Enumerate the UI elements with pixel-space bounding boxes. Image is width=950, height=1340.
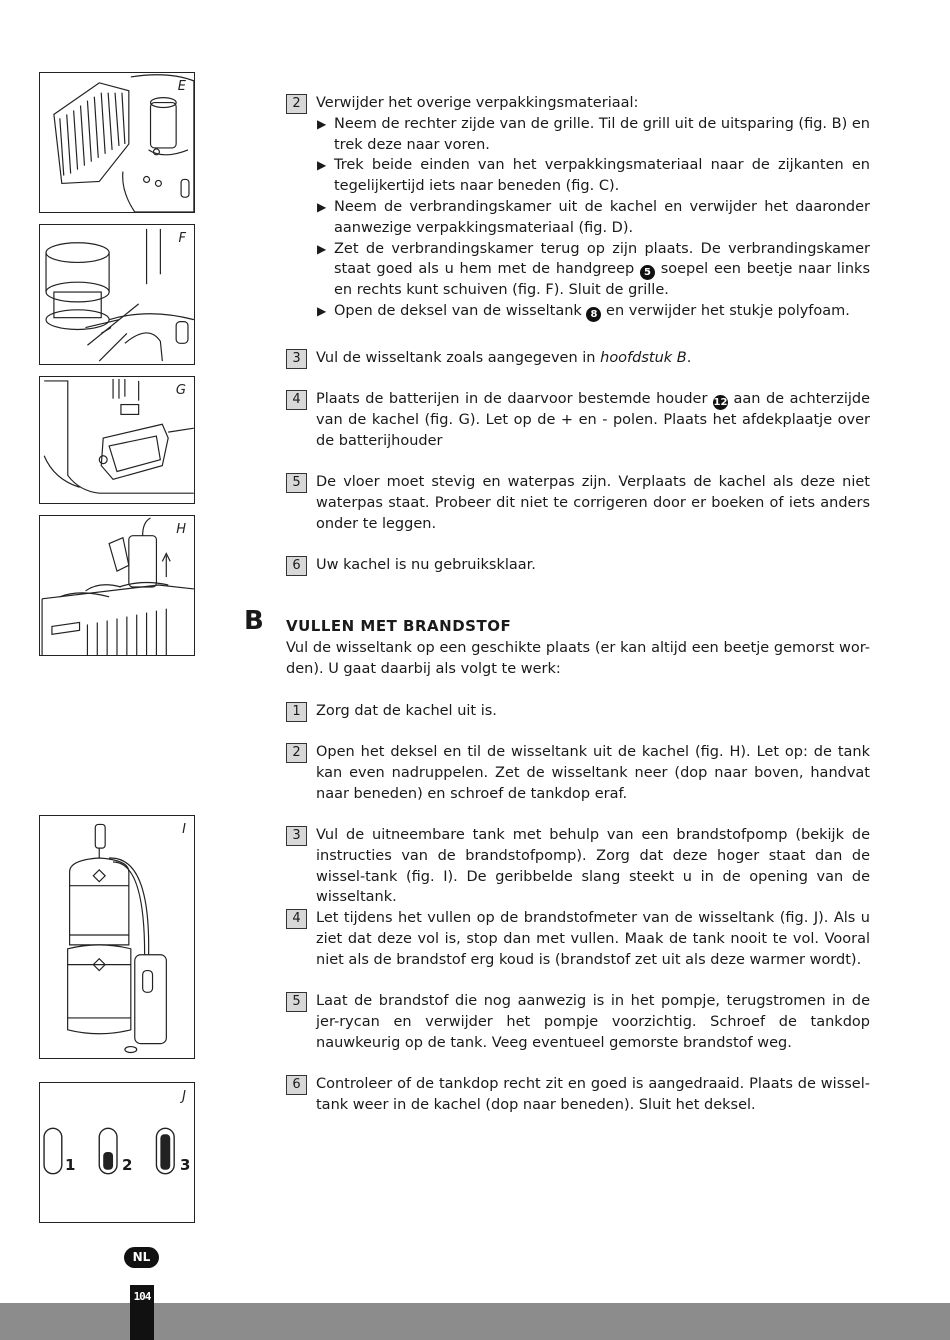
step-2-packaging xyxy=(286,93,870,322)
figure-h-illustration xyxy=(40,516,194,655)
figure-h-label: H xyxy=(176,522,186,537)
step-number: 6 xyxy=(286,556,307,576)
fuel-level-3-label: 3 xyxy=(180,1156,191,1174)
step-text: Laat de brandstof die nog aanwezig is in het pompje, terugstromen in de jer-rycan en verwijder het pompje voorzichtig. Schroef de tankdop nauwkeurig op de tank. Veeg eventueel gemorste brandstof weg. xyxy=(316,993,870,1051)
section-title: VULLEN MET BRANDSTOF xyxy=(286,617,512,635)
step-number: 5 xyxy=(286,992,307,1012)
bullet-arrow-icon: ▶ xyxy=(317,158,327,173)
step-number: 4 xyxy=(286,390,307,410)
figure-f-label: F xyxy=(178,231,186,246)
bullet-item xyxy=(317,114,870,156)
step-text: aan de achterzijde van de kachel (fig. G). Let op de + en - polen. Plaats het afdekplaatje over de batterijhouder xyxy=(316,391,871,449)
b-step-6 xyxy=(286,1074,870,1116)
bullet-text: Trek beide einden van het verpakkingsmateriaal naar de zijkanten en tegelijkertijd iets naar beneden (fig. C). xyxy=(334,157,870,195)
step-text: Controleer of de tankdop recht zit en goed is aangedraaid. Plaats de wissel-tank weer in de kachel (dop naar beneden). Sluit het deksel. xyxy=(316,1076,870,1113)
figure-f-illustration xyxy=(40,225,194,364)
chapter-reference: hoofdstuk B xyxy=(600,350,687,366)
step-number: 4 xyxy=(286,909,307,929)
step-text: Plaats de batterijen in de daarvoor bestemde houder xyxy=(316,391,708,407)
step-text: Zorg dat de kachel uit is. xyxy=(316,703,497,719)
part-number-badge: 12 xyxy=(713,397,728,408)
bullet-arrow-icon: ▶ xyxy=(317,199,327,214)
step-text: De vloer moet stevig en waterpas zijn. Verplaats de kachel als deze niet waterpas staat. Probeer dit niet te corrigeren door er boeken of iets anders onder te leggen. xyxy=(316,474,870,532)
figure-g-illustration xyxy=(40,377,194,503)
bullet-arrow-icon: ▶ xyxy=(317,304,327,319)
step-number: 1 xyxy=(286,702,307,722)
figure-e-illustration xyxy=(40,73,194,212)
part-number-badge: 5 xyxy=(640,265,655,280)
figure-f xyxy=(39,224,195,365)
language-badge: NL xyxy=(124,1247,159,1268)
bullet-text: Zet de verbrandingskamer terug op zijn plaats. De verbrandingskamer staat goed als u hem met de handgreep xyxy=(334,240,870,278)
bullet-text: en verwijder het stukje polyfoam. xyxy=(606,303,850,320)
bullet-item xyxy=(317,197,870,239)
figure-i-illustration xyxy=(40,816,194,1058)
bullet-text: Open de deksel van de wisseltank xyxy=(334,303,582,320)
fuel-level-1-label: 1 xyxy=(65,1156,76,1174)
step-number: 2 xyxy=(286,743,307,763)
step-number: 5 xyxy=(286,473,307,493)
figure-g xyxy=(39,376,195,504)
bullet-text: Neem de verbrandingskamer uit de kachel en verwijder het daaronder aanwezige verpakkingsmateriaal (fig. D). xyxy=(334,198,870,236)
fuel-level-2-label: 2 xyxy=(122,1156,133,1174)
section-letter: B xyxy=(244,606,264,636)
b-step-2 xyxy=(286,742,870,804)
step-6-ready xyxy=(286,555,870,576)
b-step-3 xyxy=(286,825,870,908)
figure-j-label: J xyxy=(182,1089,186,1104)
figure-h xyxy=(39,515,195,656)
figure-i xyxy=(39,815,195,1059)
bullet-item xyxy=(317,301,870,322)
b-step-4 xyxy=(286,908,870,970)
step-text: Verwijder het overige verpakkingsmateriaal: xyxy=(316,95,639,111)
figure-e xyxy=(39,72,195,213)
figure-i-label: I xyxy=(182,822,186,837)
bullet-item xyxy=(317,155,870,197)
bullet-text: Neem de rechter zijde van de grille. Til de grill uit de uitsparing (fig. B) en trek deze naar voren. xyxy=(334,115,870,153)
figure-e-label: E xyxy=(177,79,186,94)
section-intro: Vul de wisseltank op een geschikte plaats (er kan altijd een beetje gemorst wor-den). U gaat daarbij als volgt te werk: xyxy=(286,640,870,677)
step-3-fill-tank: 3 Vul de wisseltank zoals aangegeven in hoofdstuk B. xyxy=(286,348,870,369)
bullet-arrow-icon: ▶ xyxy=(317,116,327,131)
step-text: Let tijdens het vullen op de brandstofmeter van de wisseltank (fig. J). Als u ziet dat deze vol is, stop dan met vullen. Maak de tank nooit te vol. Vooral niet als de brandstof erg koud is (brandstof zet uit als deze warmer wordt). xyxy=(316,910,870,968)
step-number: 3 xyxy=(286,826,307,846)
step-number: 2 xyxy=(286,94,307,114)
b-step-1 xyxy=(286,701,870,722)
figure-j-illustration xyxy=(40,1083,194,1222)
step-5-level-floor xyxy=(286,472,870,534)
bullet-item xyxy=(317,239,871,302)
step-text: Uw kachel is nu gebruiksklaar. xyxy=(316,557,536,573)
page-number: 104 xyxy=(133,1290,151,1303)
bullet-text: soepel een beetje naar links en rechts kunt schuiven (fig. F). Sluit de grille. xyxy=(334,261,871,299)
bullet-arrow-icon: ▶ xyxy=(317,241,327,256)
figure-j xyxy=(39,1082,195,1223)
step-4-batteries xyxy=(286,389,870,452)
step-text: Open het deksel en til de wisseltank uit de kachel (fig. H). Let op: de tank kan even nadruppelen. Zet de wisseltank neer (dop naar boven, handvat naar beneden) en schroef de tankdop eraf. xyxy=(316,744,870,802)
step-text: Vul de uitneembare tank met behulp van een brandstofpomp (bekijk de instructies van de brandstofpomp). Zorg dat deze hoger staat dan de wissel-tank (fig. I). De geribbelde slang steekt u in de opening van de wisseltank. xyxy=(316,827,870,906)
step-text: Vul de wisseltank zoals aangegeven in xyxy=(316,350,596,366)
figure-g-label: G xyxy=(175,383,186,398)
part-number-badge: 8 xyxy=(586,307,601,322)
step-number: 6 xyxy=(286,1075,307,1095)
b-step-5 xyxy=(286,991,870,1053)
step-number: 3 xyxy=(286,349,307,369)
